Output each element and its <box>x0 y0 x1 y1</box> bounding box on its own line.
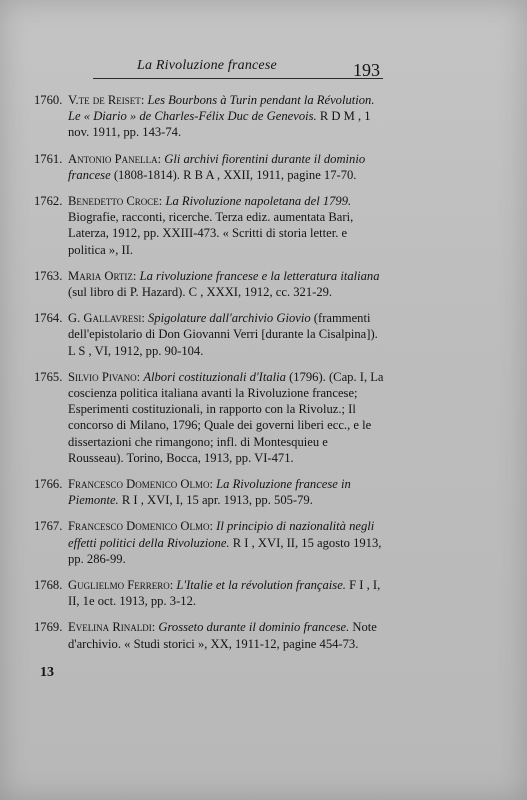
entry-separator: : <box>158 194 166 209</box>
entry-author: Antonio Panella <box>68 151 158 166</box>
entry-separator: : <box>209 477 217 492</box>
running-title: La Rivoluzione francese <box>137 58 277 73</box>
entry-details: (sul libro di P. Hazard). C , XXXI, 1912, cc. 321-29. <box>68 285 333 300</box>
entry-number: 1767. <box>34 519 63 534</box>
entry-separator: : <box>169 578 177 593</box>
entry-title: L'Italie et la révolution française. <box>176 578 346 593</box>
entry-details: F I , I, II, 1e oct. 1913, pp. 3-12. <box>68 578 381 609</box>
entry-separator: : <box>141 311 148 326</box>
bibliography-list <box>34 92 384 662</box>
entry-title: La Rivoluzione francese in Piemonte. <box>68 477 351 508</box>
entry-title: Albori costituzionali d'Italia <box>143 369 286 384</box>
entry-author: V.te de Reiset <box>68 93 141 107</box>
entry-author: Silvio Pivano <box>68 369 137 384</box>
entry-title: Les Bourbons à Turin pendant la Révolution. Le « Diario » de Charles-Félix Duc de Genevois. <box>68 93 375 124</box>
entry-number: 1760. <box>34 93 63 107</box>
signature-mark: 13 <box>40 665 54 680</box>
entry-author: Francesco Domenico Olmo <box>68 519 210 534</box>
bibliography-entry <box>34 369 384 466</box>
bibliography-entry <box>34 268 384 300</box>
bibliography-entry <box>34 310 384 359</box>
entry-number: 1769. <box>34 620 63 635</box>
bibliography-entry <box>34 193 384 258</box>
entry-number: 1764. <box>34 311 63 326</box>
page-number: 193 <box>353 60 380 80</box>
entry-author: Maria Ortiz <box>68 268 133 283</box>
bibliography-entry <box>34 151 384 183</box>
entry-number: 1768. <box>34 578 63 593</box>
entry-title: Il principio di nazionalità negli effetti politici della Rivoluzione. <box>68 519 375 550</box>
entry-author: G. Gallavresi <box>68 311 142 326</box>
entry-details: R I , XVI, I, 15 apr. 1913, pp. 505-79. <box>118 493 313 508</box>
running-header <box>93 56 383 79</box>
entry-details: R I , XVI, II, 15 agosto 1913, pp. 286-99. <box>68 535 382 566</box>
entry-title: La Rivoluzione napoletana del 1799. <box>165 194 352 209</box>
entry-number: 1766. <box>34 477 63 492</box>
entry-number: 1762. <box>34 194 63 209</box>
bibliography-entry <box>34 518 384 567</box>
entry-details: (frammenti dell'epistolario di Don Giovanni Verri [durante la Cisalpina]). L S , VI, 1912, pp. 90-104. <box>68 311 378 358</box>
entry-author: Benedetto Croce <box>68 194 159 209</box>
entry-details: (1808-1814). R B A , XXII, 1911, pagine 17-70. <box>110 167 357 182</box>
bibliography-entry <box>34 476 384 508</box>
entry-number: 1765. <box>34 369 63 384</box>
entry-separator: : <box>140 93 148 107</box>
entry-author: Francesco Domenico Olmo <box>68 477 210 492</box>
entry-author: Evelina Rinaldi <box>68 620 152 635</box>
entry-separator: : <box>136 369 144 384</box>
entry-title: Gli archivi fiorentini durante il dominio francese <box>68 151 366 182</box>
entry-title: Grosseto durante il dominio francese. <box>158 620 350 635</box>
bibliography-entry <box>34 577 384 609</box>
entry-title: Spigolature dall'archivio Giovio <box>147 311 311 326</box>
entry-author: Guglielmo Ferrero <box>68 578 170 593</box>
entry-details: Biografie, racconti, ricerche. Terza ediz. aumentata Bari, Laterza, 1912, pp. XXIII-473. « Scritti di storia letter. e politica », II. <box>68 210 354 257</box>
entry-details: Note d'archivio. « Studi storici », XX, 1911-12, pagine 454-73. <box>68 620 377 651</box>
bibliography-entry <box>34 92 384 141</box>
entry-separator: : <box>209 519 217 534</box>
entry-number: 1761. <box>34 151 63 166</box>
entry-number: 1763. <box>34 268 63 283</box>
entry-separator: : <box>132 268 140 283</box>
bibliography-entry <box>34 619 384 651</box>
entry-title: La rivoluzione francese e la letteratura italiana <box>139 268 380 283</box>
entry-details: R D M , 1 nov. 1911, pp. 143-74. <box>68 109 371 140</box>
entry-separator: : <box>157 151 165 166</box>
entry-details: (1796). (Cap. I, La coscienza politica italiana avanti la Rivoluzione francese; Esperimenti costituzionali, in rapporto con la Rivoluz.; Il concorso di Milano, 1796; Quale dei governi liberi ecc., e le dissertazioni che rimangono; infl. di Montesquieu e Rousseau). Torino, Bocca, 1913, pp. VI-471. <box>68 369 384 465</box>
entry-separator: : <box>151 620 159 635</box>
